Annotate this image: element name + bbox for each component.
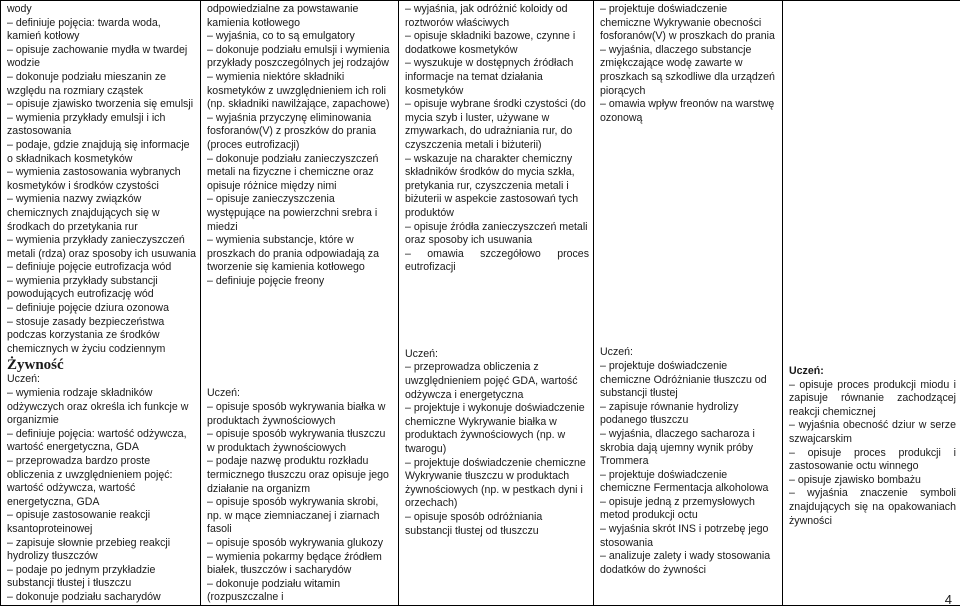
requirement-item: – omawia wpływ freonów na warstwę ozonową: [600, 98, 778, 124]
requirement-item: – projektuje doświadczenie chemiczne Odróżnianie tłuszczu od substancji tłustej: [600, 359, 770, 400]
requirement-item: – opisuje składniki bazowe, czynne i dodatkowe kosmetyków: [405, 30, 579, 56]
requirement-item: – definiuje pojęcie dziura ozonowa: [7, 302, 169, 315]
requirement-item: – przeprowadza bardzo proste obliczenia z uwzględnieniem pojęć: wartość odżywcza, wartość energetyczna, GDA: [7, 455, 176, 508]
requirement-item: – wymienia przykłady emulsji i ich zastosowania: [7, 111, 169, 138]
requirement-item: – opisuje zjawisko bombażu: [789, 473, 921, 486]
student-label: Uczeń:: [207, 387, 240, 400]
column-1-bottom: [7, 373, 196, 604]
requirement-item: odpowiedzialne za powstawanie kamienia kotłowego: [207, 3, 362, 29]
requirement-item: – podaje nazwę produktu rozkładu termicznego tłuszczu oraz opisuje jego działanie na organizm: [207, 455, 392, 495]
requirement-item: – zapisuje słownie przebieg reakcji hydrolizy tłuszczów: [7, 536, 174, 563]
column-3-bottom: [405, 348, 589, 538]
requirement-item: – wymienia pokarmy będące źródłem białek, tłuszczów i sacharydów: [207, 550, 385, 577]
requirement-item: – wyjaśnia, jak odróżnić koloidy od roztworów właściwych: [405, 3, 571, 29]
requirement-item: – opisuje sposób wykrywania tłuszczu w produktach żywnościowych: [207, 428, 389, 454]
requirement-item: – opisuje źródła zanieczyszczeń metali oraz sposoby ich usuwania: [405, 220, 591, 247]
requirement-item: – projektuje doświadczenie chemiczne Wykrywanie tłuszczu w produktach żywnościowych (np. w pestkach dyni i orzechach): [405, 456, 589, 510]
column-5-cell: [783, 1, 960, 606]
requirement-item: – opisuje sposób wykrywania skrobi, np. w mące ziemniaczanej i ziarnach fasoli: [207, 496, 383, 536]
student-label: Uczeń:: [7, 373, 40, 386]
requirement-item: – opisuje wybrane środki czystości (do mycia szyb i luster, używane w zmywarkach, do udrażniania rur, do czyszczenia metali i biżuterii): [405, 98, 589, 151]
requirement-item: – wskazuje na charakter chemiczny składników środków do mycia szkła, pretykania rur, czyszczenia metali i biżuterii w aspekcie zastosowań tych produktów: [405, 152, 582, 219]
requirement-item: – wyszukuje w dostępnych źródłach informacje na temat działania kosmetyków: [405, 57, 577, 97]
column-3-cell: [399, 1, 594, 606]
column-1-cell: [1, 1, 201, 606]
requirement-item: – wyjaśnia obecność dziur w serze szwajcarskim: [789, 419, 959, 445]
requirement-item: – stosuje zasady bezpieczeństwa podczas korzystania ze środków chemicznych w życiu codziennym: [7, 315, 168, 355]
column-2-bottom: [207, 387, 394, 605]
requirement-item: – wyjaśnia, dlaczego substancje zmiękczające wodę zawarte w proszkach są szkodliwe dla urządzeń piorących: [600, 43, 778, 97]
requirement-item: – definiuje pojęcia: wartość odżywcza, wartość energetyczna, GDA: [7, 427, 190, 454]
requirement-item: – wymienia substancje, które w proszkach do prania odpowiadają za tworzenie się kamienia kotłowego: [207, 234, 382, 274]
requirement-item: – podaje, gdzie znajdują się informacje o składnikach kosmetyków: [7, 138, 193, 165]
requirement-item: – dokonuje podziału sacharydów: [7, 590, 161, 603]
page-number: 4: [944, 592, 952, 607]
column-2-cell: [201, 1, 399, 606]
column-4-cell: [594, 1, 783, 606]
requirement-item: – wymienia zastosowania wybranych kosmetyków i środków czystości: [7, 166, 184, 192]
requirement-item: – projektuje i wykonuje doświadczenie chemiczne Wykrywanie białka w produktach żywnościowych (np. w twarogu): [405, 402, 588, 456]
requirement-item: – analizuje zalety i wady stosowania dodatków do żywności: [600, 550, 774, 576]
student-label: Uczeń:: [600, 346, 633, 359]
requirement-item: – podaje po jednym przykładzie substancji tłustej i tłuszczu: [7, 563, 159, 590]
requirement-item: – wymienia przykłady substancji powodujących eutrofizację wód: [7, 274, 161, 301]
requirement-item: – wyjaśnia, dlaczego sacharoza i skrobia dają ujemny wynik próby Trommera: [600, 427, 758, 468]
requirement-item: – projektuje doświadczenie chemiczne Wykrywanie obecności fosforanów(V) w proszkach do prania: [600, 3, 775, 43]
requirement-item: wody: [7, 3, 32, 15]
column-5-bottom: [789, 365, 959, 528]
student-label: Uczeń:: [789, 365, 824, 377]
requirement-item: – omawia szczegółowo proces eutrofizacji: [405, 247, 592, 274]
requirement-item: – opisuje sposób wykrywania białka w produktach żywnościowych: [207, 401, 389, 427]
requirement-item: – opisuje zachowanie mydła w twardej wodzie: [7, 43, 191, 70]
requirement-item: – wymienia niektóre składniki kosmetyków z uwzględnieniem ich roli (np. składniki nawilżające, zapachowe): [207, 70, 390, 111]
requirement-item: – wyjaśnia, co to są emulgatory: [207, 30, 355, 43]
requirement-item: – wyjaśnia znaczenie symboli znajdujących się na opakowaniach żywności: [789, 487, 959, 527]
requirement-item: – opisuje zjawisko tworzenia się emulsji: [7, 98, 194, 111]
requirement-item: – przeprowadza obliczenia z uwzględnieniem pojęć GDA, wartość odżywcza i energetyczna: [405, 361, 581, 401]
column-4-bottom: [600, 346, 778, 577]
requirement-item: – dokonuje podziału mieszanin ze względu na rozmiary cząstek: [7, 70, 169, 97]
requirement-item: – opisuje zastosowanie reakcji ksantoproteinowej: [7, 509, 154, 535]
column-4-top: [600, 3, 778, 125]
requirement-item: – definiuje pojęcie eutrofizacja wód: [7, 261, 172, 274]
requirement-item: – zapisuje równanie hydrolizy podanego tłuszczu: [600, 400, 742, 427]
requirement-item: – definiuje pojęcia: twarda woda, kamień kotłowy: [7, 16, 164, 43]
requirement-item: – opisuje sposób odróżniania substancji tłustej od tłuszczu: [405, 511, 546, 537]
requirement-item: – opisuje proces produkcji miodu i zapisuje równanie zachodzącej reakcji chemicznej: [789, 378, 959, 418]
requirement-item: – opisuje sposób wykrywania glukozy: [207, 537, 384, 549]
requirement-item: – opisuje proces produkcji i zastosowanie octu winnego: [789, 446, 959, 473]
column-1-top: [7, 3, 196, 356]
requirement-item: – wymienia przykłady zanieczyszczeń metali (rdza) oraz sposoby ich usuwania: [7, 234, 197, 260]
requirement-item: – projektuje doświadczenie chemiczne Fermentacja alkoholowa: [600, 468, 769, 495]
requirement-item: – definiuje pojęcie freony: [207, 274, 325, 287]
requirement-item: – dokonuje podziału zanieczyszczeń metali na fizyczne i chemiczne oraz opisuje różnice między nimi: [207, 152, 382, 192]
student-label: Uczeń:: [405, 347, 438, 360]
section-heading-zywnosc: Żywność: [7, 357, 64, 374]
column-3-top: [405, 3, 592, 275]
requirement-item: – dokonuje podziału emulsji i wymienia przykłady poszczególnych jej rodzajów: [207, 43, 393, 70]
requirement-item: – opisuje zanieczyszczenia występujące na powierzchni srebra i miedzi: [207, 193, 381, 233]
requirement-item: – wymienia nazwy związków chemicznych znajdujących się w środkach do przetykania rur: [7, 193, 163, 233]
requirement-item: – dokonuje podziału witamin (rozpuszczalne i: [207, 577, 344, 604]
table-row: [1, 1, 960, 606]
requirement-item: – opisuje jedną z przemysłowych metod produkcji octu: [600, 495, 758, 522]
column-2-top: [207, 3, 394, 288]
requirement-item: – wymienia rodzaje składników odżywczych oraz określa ich funkcje w organizmie: [7, 387, 192, 427]
requirement-item: – wyjaśnia przyczynę eliminowania fosforanów(V) z proszków do prania (proces eutrofizacji): [207, 111, 379, 151]
requirement-item: – wyjaśnia skrót INS i potrzebę jego stosowania: [600, 523, 772, 549]
